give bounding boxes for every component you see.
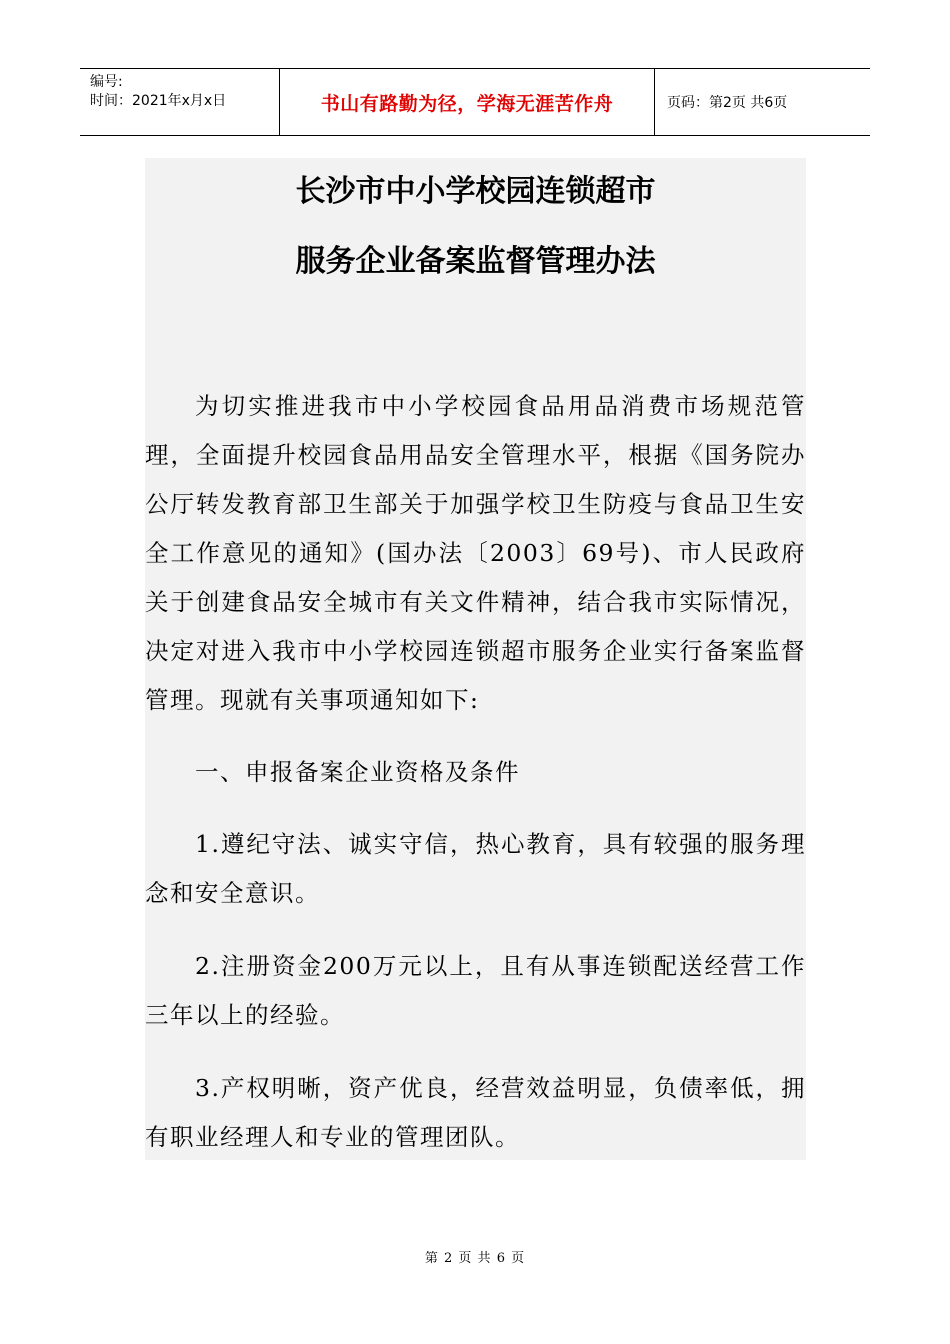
date-line: 时间：2021年x月x日 xyxy=(90,93,227,109)
intro-paragraph: 为切实推进我市中小学校园食品用品消费市场规范管理，全面提升校园食品用品安全管理水平，根据《国务院办公厅转发教育部卫生部关于加强学校卫生防疫与食品卫生安全工作意见的通知》(国办法〔2003〕69号)、市人民政府关于创建食品安全城市有关文件精神，结合我市实际情况，决定对进入我市中小学校园连锁超市服务企业实行备案监督管理。现就有关事项通知如下: xyxy=(145,392,806,714)
header-motto: 书山有路勤为径，学海无涯苦作舟 xyxy=(280,69,655,135)
document-body xyxy=(145,158,806,1160)
requirement-item-3: 3.产权明晰，资产优良，经营效益明显，负债率低，拥有职业经理人和专业的管理团队。 xyxy=(145,1074,806,1151)
page-header xyxy=(80,68,870,136)
document-title-line-1: 长沙市中小学校园连锁超市 xyxy=(295,174,656,209)
header-meta xyxy=(80,69,280,135)
header-page-info: 页码：第2页 共6页 xyxy=(667,95,788,111)
requirement-item-2: 2.注册资金200万元以上，且有从事连锁配送经营工作三年以上的经验。 xyxy=(145,952,806,1029)
number-label: 编号: xyxy=(90,74,123,90)
requirement-item-1: 1.遵纪守法、诚实守信，热心教育，具有较强的服务理念和安全意识。 xyxy=(145,830,806,907)
page-footer: 第 2 页 共 6 页 xyxy=(424,1251,526,1266)
document-title-line-2: 服务企业备案监督管理办法 xyxy=(295,244,656,279)
section-heading: 一、申报备案企业资格及条件 xyxy=(195,758,520,786)
